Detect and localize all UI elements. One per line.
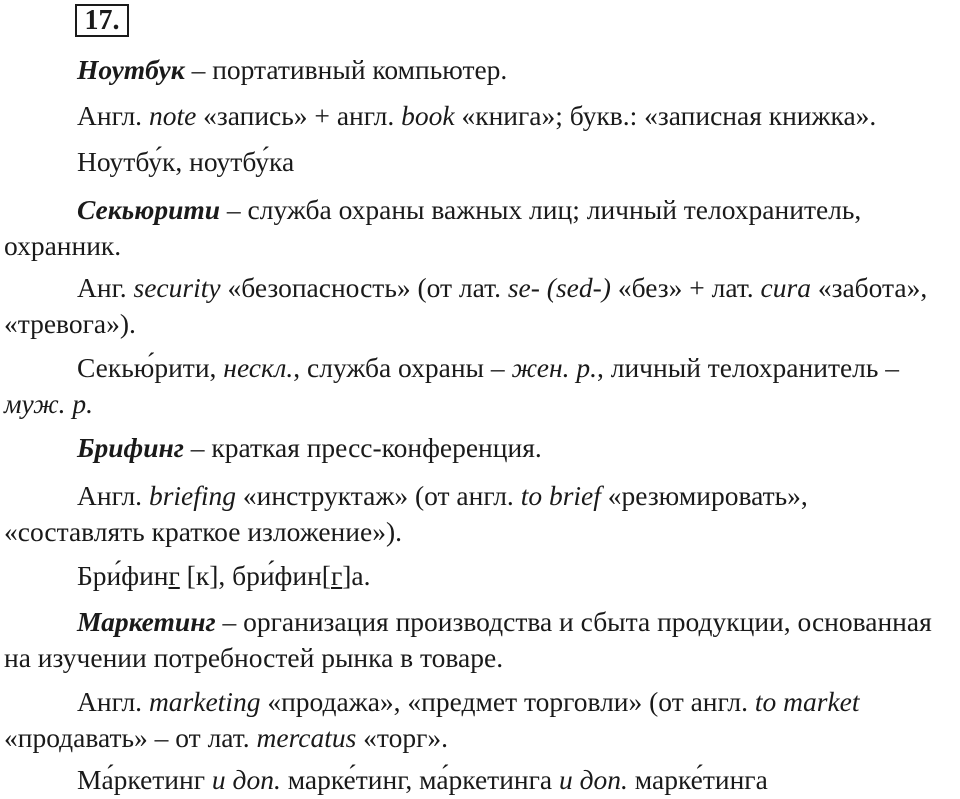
definition-text: – служба охраны важных лиц; личный телохранитель, охранник. (4, 194, 862, 261)
text: марке́тинга (627, 764, 768, 795)
text: марке́тинг, ма́ркетинга (280, 764, 559, 795)
entry-marketing-etymology (4, 684, 954, 756)
text: «забота», «тревога»). (4, 272, 928, 339)
entry-security-etymology (4, 270, 954, 342)
entry-security-grammar (4, 350, 954, 422)
foreign-word: book (401, 100, 455, 131)
definition-text: – краткая пресс-конференция. (183, 432, 542, 463)
grammar-note: нескл. (223, 352, 294, 383)
foreign-word: mercatus (256, 722, 357, 753)
entry-notebook-stress (4, 144, 954, 180)
text: ]а. (342, 560, 371, 591)
foreign-word: briefing (148, 480, 237, 511)
foreign-word: security (133, 272, 221, 303)
grammar-note: муж. р. (4, 388, 94, 419)
definition-text: – организация производства и сбыта продукции, основанная на изучении потребностей рынка в товаре. (4, 606, 932, 673)
text: «резюмировать», «составлять краткое изложение»). (4, 480, 808, 547)
grammar-note: жен. р. (511, 352, 597, 383)
text: , личный телохранитель – (596, 352, 900, 383)
text: Анг. (77, 272, 134, 303)
entry-marketing-definition (4, 604, 954, 676)
foreign-word: to market (754, 686, 860, 717)
text: «продажа», «предмет торговли» (от англ. (260, 686, 755, 717)
text: «инструктаж» (от англ. (236, 480, 521, 511)
foreign-word: marketing (148, 686, 261, 717)
text: «безопасность» (от лат. (220, 272, 508, 303)
text: «запись» + англ. (196, 100, 402, 131)
headword: Ноутбук (77, 54, 185, 85)
definition-text: – портативный компьютер. (184, 54, 508, 85)
text: Бри́фин (77, 560, 169, 591)
foreign-word: to brief (520, 480, 601, 511)
underlined-letter: г (168, 560, 180, 591)
headword: Брифинг (77, 432, 184, 463)
text: «продавать» – от лат. (4, 722, 257, 753)
exercise-number: 17. (75, 4, 129, 37)
grammar-note: и доп. (211, 764, 281, 795)
text: «книга»; букв.: «записная книжка». (454, 100, 877, 131)
text: Англ. (77, 686, 149, 717)
entry-notebook-definition (4, 52, 954, 88)
entry-marketing-stress (4, 762, 954, 798)
foreign-word: se- (sed-) (507, 272, 611, 303)
text: [к], бри́фин[ (179, 560, 331, 591)
headword: Секьюрити (77, 194, 221, 225)
text: Англ. (77, 100, 149, 131)
text: Ма́ркетинг (77, 764, 212, 795)
entry-briefing-etymology (4, 478, 954, 550)
stress-forms: Ноутбу́к, ноутбу́ка (77, 146, 295, 177)
entry-briefing-pronunciation (4, 558, 954, 594)
entry-notebook-etymology (4, 98, 954, 134)
foreign-word: cura (760, 272, 811, 303)
foreign-word: note (148, 100, 197, 131)
text: «без» + лат. (610, 272, 761, 303)
entry-briefing-definition (4, 430, 954, 466)
text: Англ. (77, 480, 149, 511)
text: «торг». (356, 722, 448, 753)
text: Секью́рити, (77, 352, 224, 383)
underlined-letter: г (330, 560, 343, 591)
text: , служба охраны – (293, 352, 512, 383)
entry-security-definition (4, 192, 954, 264)
headword: Маркетинг (77, 606, 216, 637)
grammar-note: и доп. (559, 764, 628, 795)
